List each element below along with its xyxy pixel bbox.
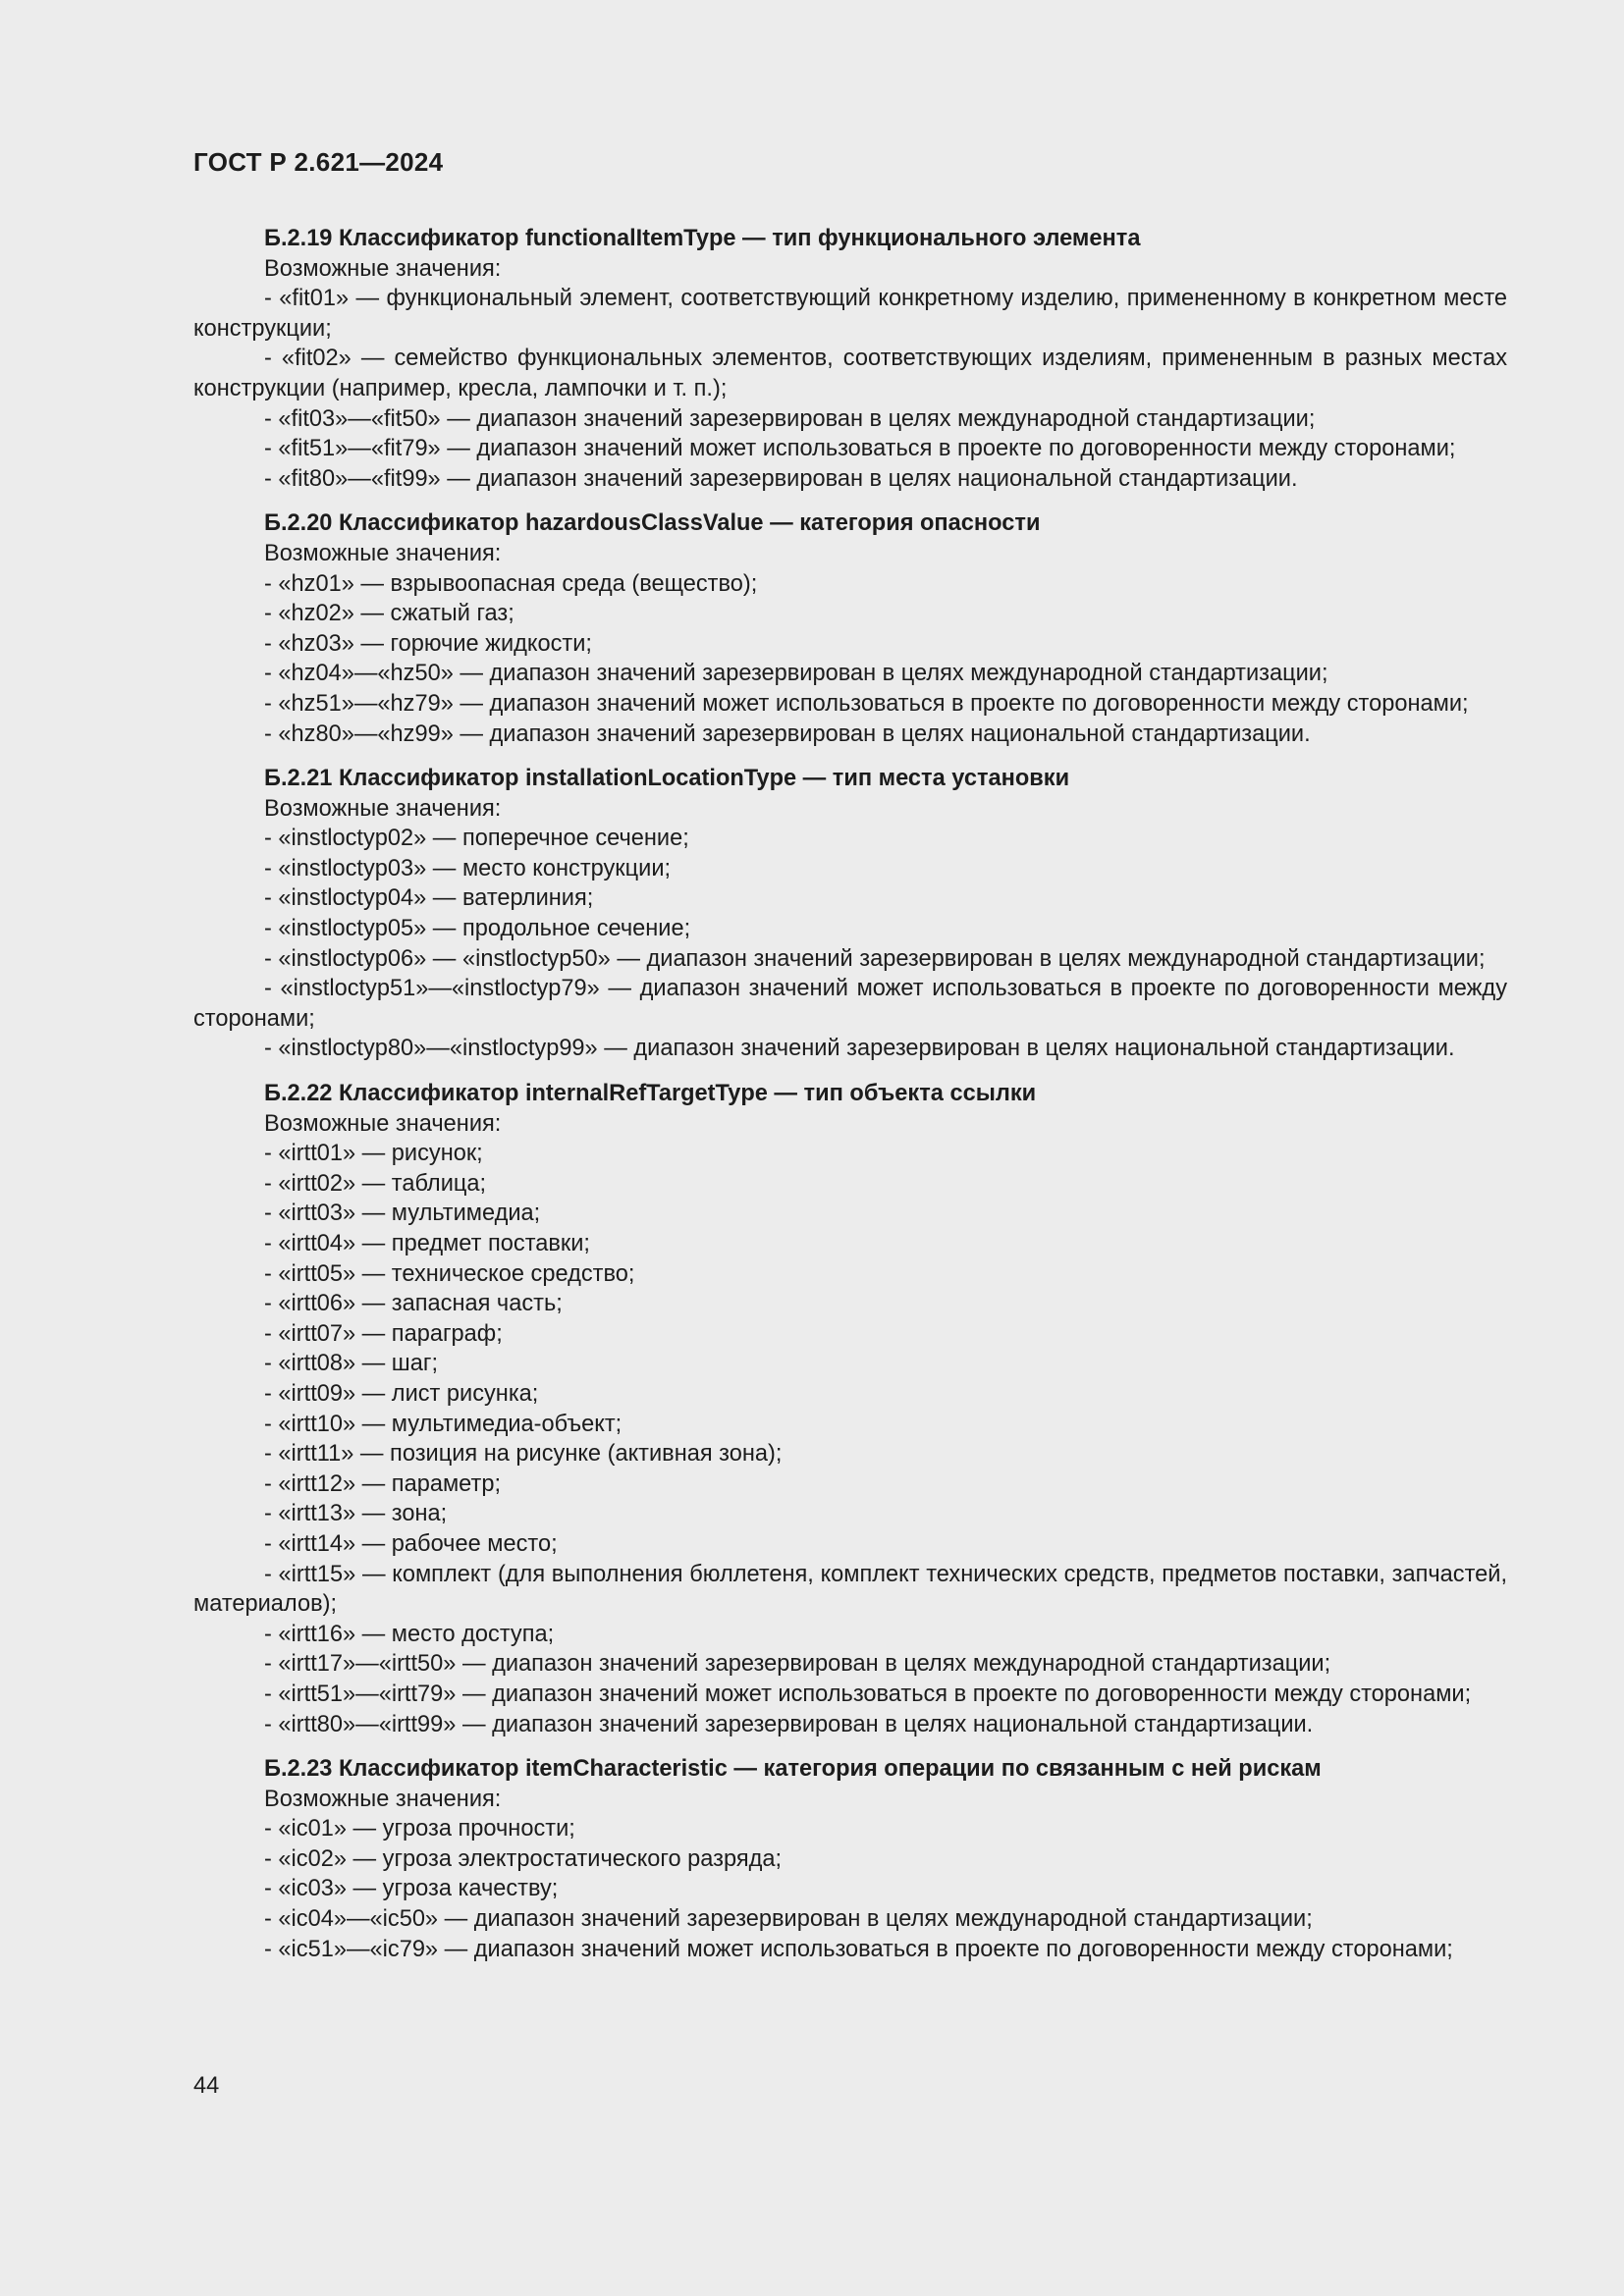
list-item: - «ic51»—«ic79» — диапазон значений может использоваться в проекте по договоренности между сторонами; [264,1936,1453,1962]
list-item: - «ic04»—«ic50» — диапазон значений зарезервирован в целях международной стандартизации; [264,1906,1313,1933]
list-item: - «irtt08» — шаг; [264,1351,439,1377]
section-heading: Б.2.21 Классификатор installationLocationType — тип места установки [264,766,1070,792]
list-item: - «instloctyp06» — «instloctyp50» — диапазон значений зарезервирован в целях международной стандартизации; [264,945,1486,972]
values-intro: Возможные значения: [264,540,502,566]
section-heading: Б.2.23 Классификатор itemCharacteristic — категория операции по связанным с ней рискам [264,1756,1322,1783]
list-item: - «ic01» — угроза прочности; [264,1816,575,1842]
list-item: - «hz51»—«hz79» — диапазон значений может использоваться в проекте по договоренности между сторонами; [264,690,1469,717]
list-item: - «irtt09» — лист рисунка; [264,1380,539,1407]
classifier-section [193,224,1507,494]
list-item: - «irtt13» — зона; [264,1501,448,1527]
list-item: - «ic02» — угроза электростатического разряда; [264,1845,783,1872]
classifier-section [193,1754,1507,1964]
list-item: - «irtt03» — мультимедиа; [264,1201,541,1227]
list-item: - «irtt14» — рабочее место; [264,1530,558,1557]
list-item: - «irtt05» — техническое средство; [264,1260,635,1287]
values-intro: Возможные значения: [264,1786,502,1812]
classifier-section [193,764,1507,1064]
page-number: 44 [193,2073,220,2099]
list-item: - «fit02» — семейство функциональных элементов, соответствующих изделиям, примененным в разных местах конструкции (например, кресла, лампочки и т. п.); [193,346,1507,401]
list-item: - «irtt12» — параметр; [264,1470,501,1497]
values-intro: Возможные значения: [264,255,502,282]
list-item: - «fit03»—«fit50» — диапазон значений зарезервирован в целях международной стандартизации; [264,405,1316,432]
list-item: - «irtt02» — таблица; [264,1170,487,1197]
list-item: - «hz01» — взрывоопасная среда (вещество); [264,570,758,597]
list-item: - «instloctyp80»—«instloctyp99» — диапазон значений зарезервирован в целях национальной стандартизации. [264,1036,1455,1062]
list-item: - «irtt07» — параграф; [264,1320,503,1347]
list-item: - «irtt04» — предмет поставки; [264,1231,590,1256]
list-item: - «irtt17»—«irtt50» — диапазон значений зарезервирован в целях международной стандартизации; [264,1651,1331,1678]
list-item: - «irtt01» — рисунок; [264,1141,483,1167]
list-item: - «irtt06» — запасная часть; [264,1291,563,1317]
list-item: - «hz02» — сжатый газ; [264,601,514,627]
values-intro: Возможные значения: [264,795,502,822]
section-heading: Б.2.19 Классификатор functionalItemType — тип функционального элемента [264,226,1141,251]
list-item: - «fit01» — функциональный элемент, соответствующий конкретному изделию, примененному в конкретном месте конструкции; [193,286,1507,342]
classifier-section [193,1079,1507,1739]
list-item: - «ic03» — угроза качеству; [264,1876,559,1902]
list-item: - «fit80»—«fit99» — диапазон значений зарезервирован в целях национальной стандартизации. [264,465,1298,492]
list-item: - «irtt15» — комплект (для выполнения бюллетеня, комплект технических средств, предметов поставки, запчастей, материалов); [193,1561,1507,1618]
section-heading: Б.2.20 Классификатор hazardousClassValue — категория опасности [264,510,1041,537]
list-item: - «instloctyp04» — ватерлиния; [264,885,594,912]
list-item: - «irtt10» — мультимедиа-объект; [264,1411,623,1437]
list-item: - «hz04»—«hz50» — диапазон значений зарезервирован в целях международной стандартизации; [264,661,1328,687]
values-intro: Возможные значения: [264,1110,502,1137]
section-heading: Б.2.22 Классификатор internalRefTargetType — тип объекта ссылки [264,1081,1037,1107]
list-item: - «hz80»—«hz99» — диапазон значений зарезервирован в целях национальной стандартизации. [264,721,1311,747]
list-item: - «hz03» — горючие жидкости; [264,630,592,657]
list-item: - «instloctyp05» — продольное сечение; [264,916,691,942]
document-body [193,224,1507,1979]
list-item: - «irtt51»—«irtt79» — диапазон значений может использоваться в проекте по договоренности между сторонами; [264,1681,1472,1707]
classifier-section [193,508,1507,749]
list-item: - «irtt16» — место доступа; [264,1621,555,1647]
document-header: ГОСТ Р 2.621—2024 [193,147,444,177]
list-item: - «instloctyp03» — место конструкции; [264,855,672,881]
list-item: - «instloctyp51»—«instloctyp79» — диапазон значений может использоваться в проекте по договоренности между сторонами; [193,976,1507,1032]
list-item: - «instloctyp02» — поперечное сечение; [264,826,689,852]
list-item: - «irtt11» — позиция на рисунке (активная зона); [264,1441,783,1468]
list-item: - «fit51»—«fit79» — диапазон значений может использоваться в проекте по договоренности между сторонами; [264,436,1456,462]
list-item: - «irtt80»—«irtt99» — диапазон значений зарезервирован в целях национальной стандартизации. [264,1711,1314,1737]
